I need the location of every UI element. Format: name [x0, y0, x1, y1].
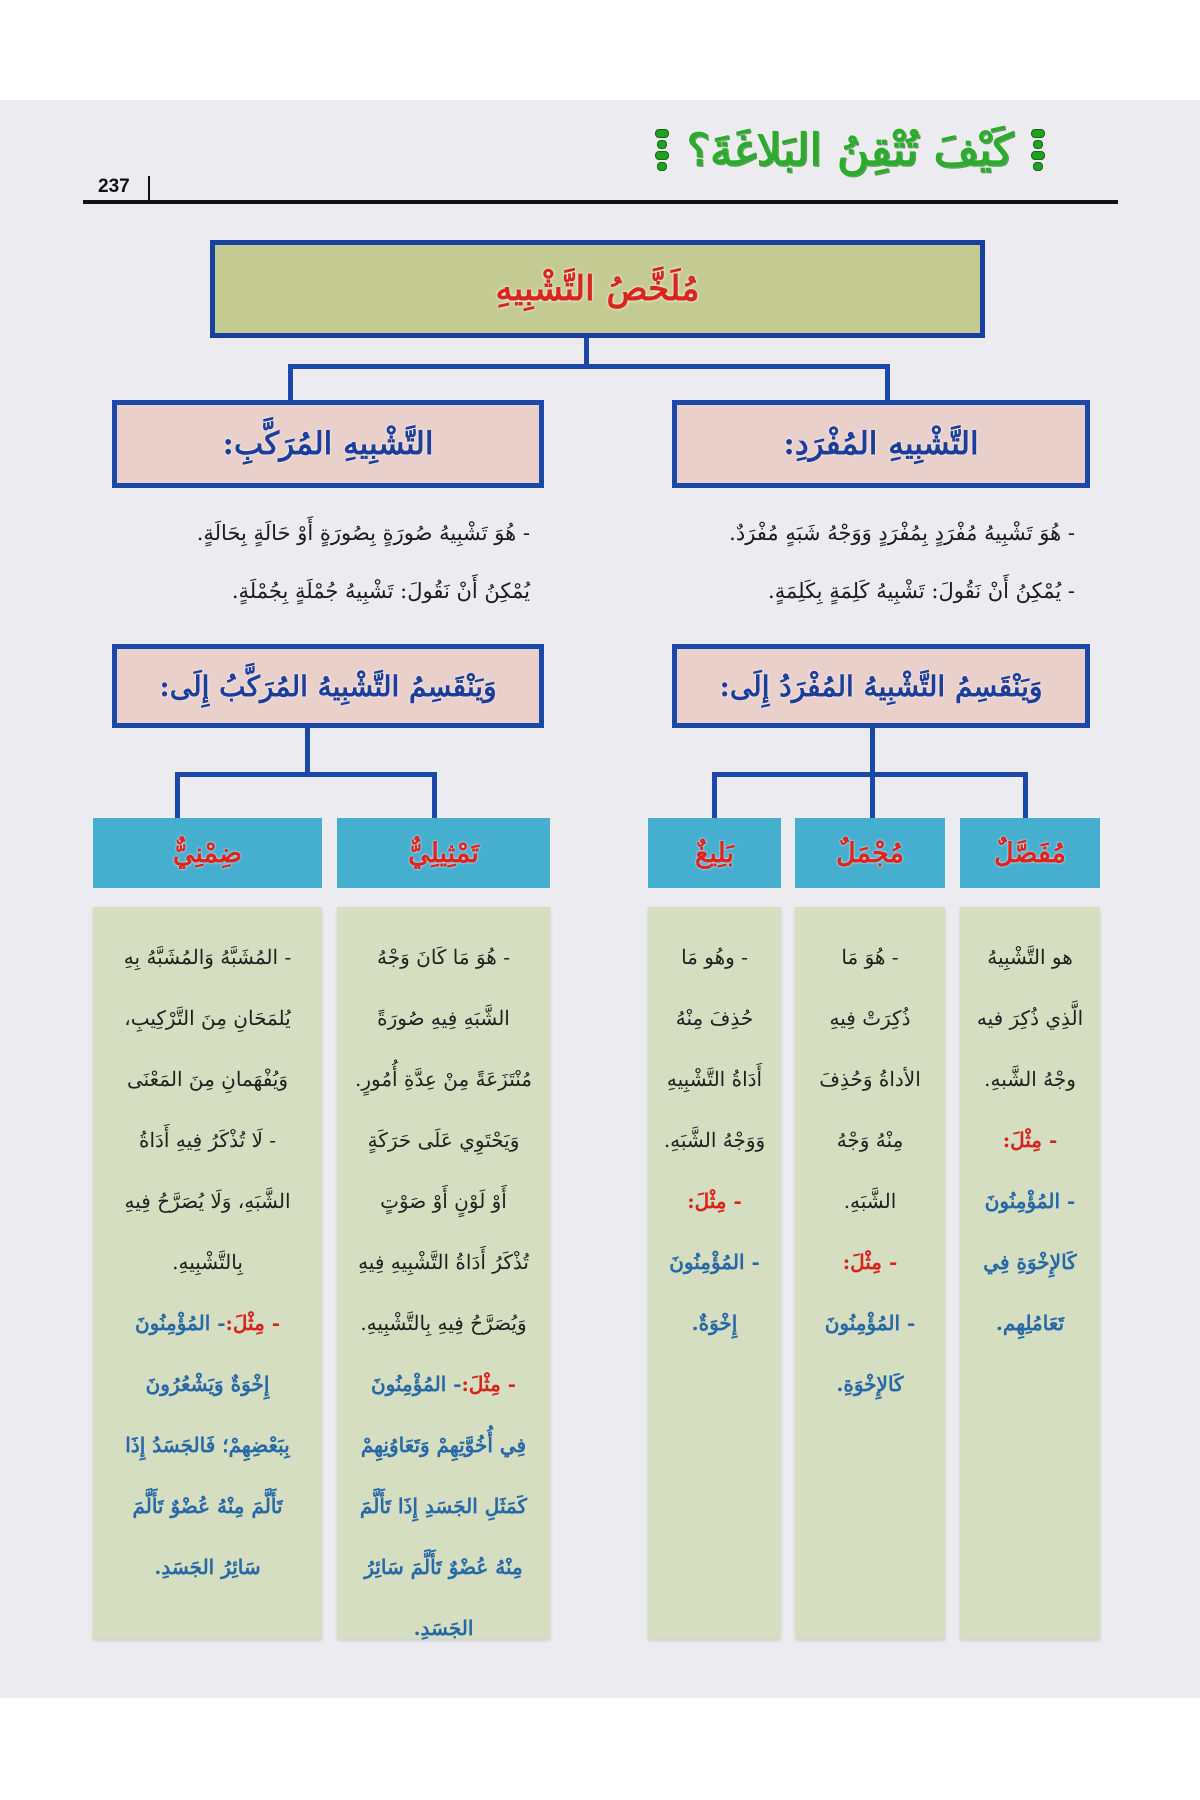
column-dimni: [93, 907, 322, 1639]
example-heading: [101, 1293, 314, 1354]
column-text-line: تُذْكَرُ أَدَاةُ التَّشْبِيهِ فِيهِ: [358, 1250, 529, 1274]
connector-line: [1023, 772, 1028, 818]
category-mufassal: [960, 818, 1100, 888]
connector-line: [870, 728, 875, 776]
example-line: مِنْهُ عُضْوٌ تَأَلَّمَ سَائِرُ: [364, 1555, 523, 1579]
example-inline: - المُؤْمِنُونَ: [370, 1372, 462, 1396]
column-text-line: هو التَّشْبِيهُ: [987, 945, 1073, 969]
definition-line: - هُوَ تَشْبِيهُ مُفْرَدٍ بِمُفْرَدٍ وَوَجْهُ شَبَهٍ مُفْرَدٌ.: [729, 521, 1075, 545]
column-text-line: الشَّبَهِ.: [843, 1189, 897, 1213]
column-text-line: الشَّبَهِ، وَلَا يُصَرَّحُ فِيهِ: [124, 1189, 291, 1213]
leaf-ornament-icon: [655, 129, 669, 171]
example-label: - مِثْلَ:: [461, 1372, 517, 1396]
column-mujmal: [795, 907, 945, 1639]
book-title: [640, 120, 1060, 180]
connector-line: [870, 772, 875, 818]
mufrad-definition: [660, 504, 1075, 620]
example-line: الجَسَدِ.: [413, 1616, 474, 1640]
column-text-line: مِنْهُ وَجْهُ: [836, 1128, 904, 1152]
connector-line: [712, 772, 717, 818]
column-text-line: بِالتَّشْبِيهِ.: [172, 1250, 243, 1274]
example-line: إِخْوَةٌ.: [691, 1311, 738, 1335]
connector-line: [288, 364, 293, 402]
example-line: كَالإِخْوَةِ فِي: [983, 1250, 1077, 1274]
summary-title: مُلَخَّصُ التَّشْبِيهِ: [495, 269, 700, 309]
category-label: بَلِيغٌ: [695, 837, 734, 869]
category-tamthili: [337, 818, 550, 888]
example-line: - المُؤْمِنُونَ: [984, 1189, 1076, 1213]
column-text-line: - هُوَ مَا: [841, 945, 899, 969]
example-line: تَعَامُلِهِم.: [995, 1311, 1065, 1335]
example-line: كَمَثَلِ الجَسَدِ إِذَا تَأَلَّمَ: [359, 1494, 528, 1518]
murakkab-division-box: [112, 644, 544, 728]
mufrad-division-box: [672, 644, 1090, 728]
column-text-line: وَيُفْهَمانِ مِنَ المَعْنَى: [126, 1067, 289, 1091]
definition-line: يُمْكِنُ أَنْ نَقُولَ: تَشْبِيهُ جُمْلَةٍ بِجُمْلَةٍ.: [231, 579, 530, 603]
book-title-text: كَيْفَ تُتْقِنُ البَلاغَةَ؟: [686, 124, 1014, 176]
column-text-line: أَوْ لَوْنٍ أَوْ صَوْتٍ: [380, 1189, 507, 1213]
connector-line: [288, 364, 890, 369]
column-text-line: الشَّبَهِ فِيهِ صُورَةً: [377, 1006, 510, 1030]
column-text-line: - المُشَبَّهُ وَالمُشَبَّهُ بِهِ: [123, 945, 292, 969]
murakkab-title-box: [112, 400, 544, 488]
example-line: بِبَعْضِهِمْ؛ فَالجَسَدُ إِذَا: [125, 1433, 290, 1457]
mufrad-title: التَّشْبِيهِ المُفْرَدِ:: [783, 426, 979, 462]
column-text-line: أَدَاةُ التَّشْبِيهِ: [666, 1067, 763, 1091]
column-text-line: مُنْتَزَعَةً مِنْ عِدَّةِ أُمُورٍ.: [354, 1067, 532, 1091]
column-text-line: - هُوَ مَا كَانَ وَجْهُ: [377, 945, 510, 969]
page-number-divider: [148, 176, 150, 200]
murakkab-title: التَّشْبِيهِ المُرَكَّبِ:: [222, 426, 434, 462]
column-baligh: [648, 907, 781, 1639]
connector-line: [305, 728, 310, 776]
column-text-line: - وهُو مَا: [681, 945, 748, 969]
mufrad-division-title: وَيَنْقَسِمُ التَّشْبِيهُ المُفْرَدُ إِلَى:: [719, 669, 1043, 703]
column-text-line: يُلمَحَانِ مِنَ التَّرْكِيبِ،: [124, 1006, 291, 1030]
column-text-line: وجْهُ الشَّبهِ.: [984, 1067, 1076, 1091]
murakkab-definition: [120, 504, 530, 620]
column-text-line: وَيُصَرَّحُ فِيهِ بِالتَّشْبِيهِ.: [360, 1311, 527, 1335]
column-tamthili: [337, 907, 550, 1639]
connector-line: [432, 772, 437, 818]
leaf-ornament-icon: [1031, 129, 1045, 171]
example-line: إِخْوَةٌ وَيَشْعُرُونَ: [145, 1372, 270, 1396]
example-line: - المُؤْمِنُونَ: [824, 1311, 916, 1335]
column-mufassal: [960, 907, 1100, 1639]
category-label: مُجْمَلٌ: [836, 837, 904, 869]
column-text-line: - لَا تُذْكَرُ فِيهِ أَدَاةُ: [138, 1128, 277, 1152]
category-baligh: [648, 818, 781, 888]
column-text-line: الَّذِي ذُكِرَ فيه: [976, 1006, 1084, 1030]
mufrad-title-box: [672, 400, 1090, 488]
definition-line: - يُمْكِنُ أَنْ نَقُولَ: تَشْبِيهُ كَلِمَةٍ بِكَلِمَةٍ.: [768, 579, 1075, 603]
category-label: تَمْثِيلِيٌّ: [408, 837, 479, 869]
column-text-line: الأداةُ وَحُذِفَ: [819, 1067, 921, 1091]
connector-line: [175, 772, 437, 777]
connector-line: [175, 772, 180, 818]
example-line: كَالإِخْوَةِ.: [836, 1372, 904, 1396]
column-text-line: ذُكِرَتْ فِيهِ: [829, 1006, 911, 1030]
column-text-line: حُذِفَ مِنْهُ: [675, 1006, 754, 1030]
example-inline: - المُؤْمِنُونَ: [134, 1311, 226, 1335]
column-text-line: وَوَجْهُ الشَّبَهِ.: [663, 1128, 766, 1152]
category-label: مُفَصَّلٌ: [994, 837, 1066, 869]
example-label: - مِثْلَ:: [225, 1311, 281, 1335]
header-rule: [83, 200, 1118, 204]
example-label: - مِثْلَ:: [1002, 1128, 1058, 1152]
definition-line: - هُوَ تَشْبِيهُ صُورَةٍ بِصُورَةٍ أَوْ حَالَةٍ بِحَالَةٍ.: [196, 521, 530, 545]
example-line: - المُؤْمِنُونَ: [669, 1250, 760, 1274]
murakkab-division-title: وَيَنْقَسِمُ التَّشْبِيهُ المُرَكَّبُ إِلَى:: [159, 669, 497, 703]
example-line: تَأَلَّمَ مِنْهُ عُضْوٌ تَأَلَّمَ: [132, 1494, 283, 1518]
category-mujmal: [795, 818, 945, 888]
example-label: - مِثْلَ:: [842, 1250, 898, 1274]
category-label: ضِمْنِيٌّ: [172, 837, 243, 869]
example-label: - مِثْلَ:: [687, 1189, 742, 1213]
connector-line: [885, 364, 890, 402]
example-heading: [345, 1354, 542, 1415]
summary-title-box: [210, 240, 985, 338]
example-line: فِي أُخُوَّتِهِمْ وَتَعَاوُنِهِمْ: [360, 1433, 527, 1457]
example-line: سَائِرُ الجَسَدِ.: [154, 1555, 261, 1579]
page-number: 237: [98, 176, 130, 197]
category-dimni: [93, 818, 322, 888]
column-text-line: وَيَحْتَوِي عَلَى حَرَكَةٍ: [367, 1128, 520, 1152]
